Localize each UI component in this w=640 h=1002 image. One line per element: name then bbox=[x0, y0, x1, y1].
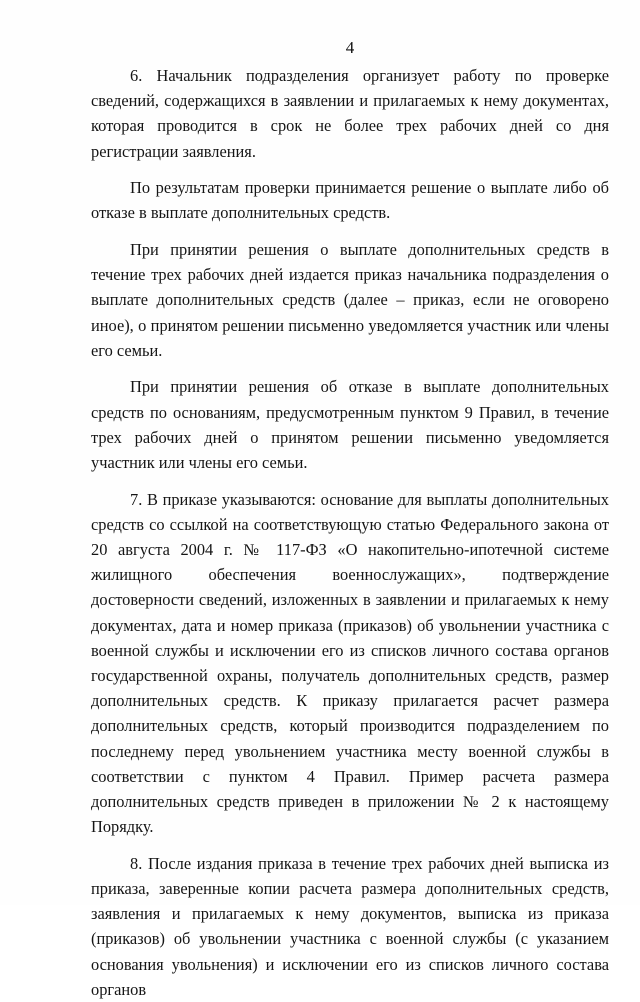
paragraph-refusal-decision: При принятии решения об отказе в выплате дополнительных средств по основаниям, предусмотренным пунктом 9 Правил, в течение трех рабочих дней о принятом решении письменно уведомляется участник или члены его семьи. bbox=[91, 377, 609, 473]
paragraph-verification-result: По результатам проверки принимается решение о выплате либо об отказе в выплате дополнительных средств. bbox=[91, 178, 609, 223]
paragraph-8-after-order: 8. После издания приказа в течение трех рабочих дней выписка из приказа, заверенные копии расчета размера дополнительных средств, заявления и прилагаемых к нему документов, выписка из приказа (приказов) об увольнении участника с военной службы (с указанием основания увольнения) и исключении его из списков личного состава органов bbox=[91, 853, 609, 999]
document-body bbox=[91, 63, 609, 1002]
page-number: 4 bbox=[345, 38, 355, 57]
paragraph-payment-decision: При принятии решения о выплате дополнительных средств в течение трех рабочих дней издается приказ начальника подразделения о выплате дополнительных средств (далее – приказ, если не оговорено иное), о принятом решении письменно уведомляется участник или члены его семьи. bbox=[91, 240, 609, 360]
paragraph-6-verification: 6. Начальник подразделения организует работу по проверке сведений, содержащихся в заявлении и прилагаемых к нему документах, которая проводится в срок не более трех рабочих дней со дня регистрации заявления. bbox=[91, 66, 609, 161]
paragraph-7-order-contents: 7. В приказе указываются: основание для выплаты дополнительных средств со ссылкой на соответствующую статью Федерального закона от 20 августа 2004 г. № 117-ФЗ «О накопительно-ипотечной системе жилищного обеспечения военнослужащих», подтверждение достоверности сведений, изложенных в заявлении и прилагаемых к нему документах, дата и номер приказа (приказов) об увольнении участника с военной службы и исключении его из списков личного состава органов государственной охраны, получатель дополнительных средств, размер дополнительных средств. К приказу прилагается расчет размера дополнительных средств, который производится подразделением по последнему перед увольнением участника месту военной службы в соответствии с пунктом 4 Правил. Пример расчета размера дополнительных средств приведен в приложении № 2 к настоящему Порядку. bbox=[91, 489, 609, 837]
